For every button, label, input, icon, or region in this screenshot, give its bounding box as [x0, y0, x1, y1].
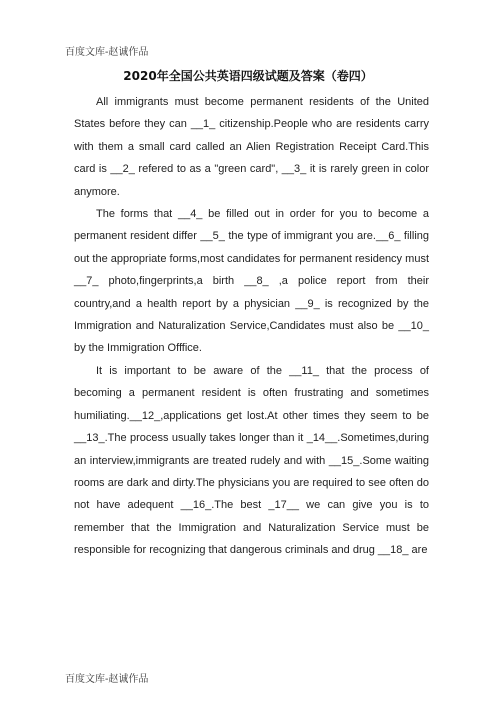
document-body: [74, 91, 429, 562]
document-title: 2020年全国公共英语四级试题及答案（卷四）: [123, 69, 373, 83]
paragraph-2: The forms that __4_ be filled out in order for you to become a permanent resident differ __5_ the type of immigrant you are.__6_ filling out the appropriate forms,most candidates for permanent residency must __7_ photo,fingerprints,a birth __8_ ,a police report from their country,and a health report by a physician __9_ is recognized by the Immigration and Naturalization Service,Candidates must also be __10_ by the Immigration Offfice.: [74, 208, 429, 355]
paragraph-3: It is important to be aware of the __11_ that the process of becoming a permanent resident is often frustrating and sometimes humiliating.__12_,applications get lost.At other times they seem to be __13_.The process usually takes longer than it _14__.Sometimes,during an interview,immigrants are treated rudely and with __15_.Some waiting rooms are dark and dirty.The physicians you are required to see often do not have adequent __16_.The best _17__ we can give you is to remember that the Immigration and Naturalization Service must be responsible for recognizing that dangerous criminals and drug __18_ are: [74, 364, 429, 557]
paragraph-1: All immigrants must become permanent residents of the United States before they can __1_ citizenship.People who are residents carry with them a small card called an Alien Registration Receipt Card.This card is __2_ refered to as a "green card", __3_ it is rarely green in color anymore.: [74, 96, 429, 198]
page-footer: 百度文库-赵诚作品: [65, 674, 149, 685]
page-header: 百度文库-赵诚作品: [65, 47, 149, 58]
